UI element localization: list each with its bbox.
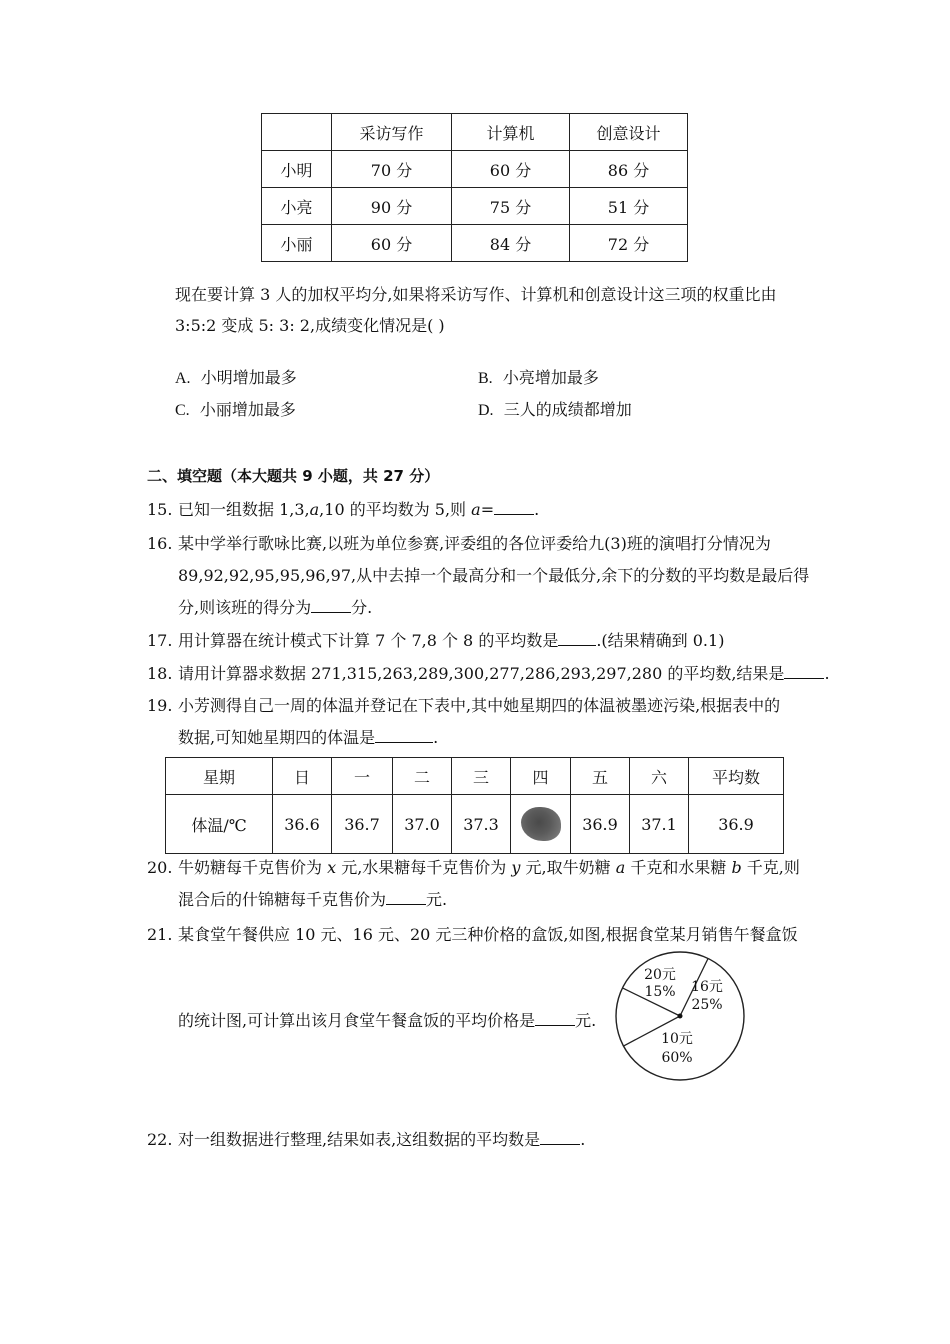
text-segment: .(结果精确到 0.1) — [596, 631, 725, 650]
q20-line2 — [178, 890, 447, 910]
table-cell: 采访写作 — [332, 114, 452, 151]
text-segment: . — [824, 664, 830, 683]
text-segment: 分,则该班的得分为 — [178, 598, 312, 617]
question-number: 15. — [147, 500, 173, 519]
slice-percent-10: 60% — [661, 1050, 693, 1066]
table-cell: 小丽 — [262, 225, 332, 262]
answer-blank[interactable] — [540, 1130, 580, 1145]
option-text: 小明增加最多 — [200, 368, 297, 387]
text-segment: 牛奶糖每千克售价为 — [178, 858, 328, 877]
text-segment: 已知一组数据 1,3, — [178, 500, 310, 519]
slice-label-20: 20元 — [644, 967, 676, 983]
table-cell: 36.7 — [332, 795, 393, 854]
text-segment: 混合后的什锦糖每千克售价为 — [178, 890, 387, 909]
table-cell: 70 分 — [332, 151, 452, 188]
text-segment: 对一组数据进行整理,结果如表,这组数据的平均数是 — [178, 1130, 541, 1149]
answer-blank[interactable] — [386, 890, 426, 905]
q16-line2: 89,92,92,95,95,96,97,从中去掉一个最高分和一个最低分,余下的分数的平均数是最后得 — [178, 566, 810, 585]
option-d[interactable] — [478, 400, 632, 421]
question-number: 16. — [147, 534, 173, 553]
slice-percent-16: 25% — [691, 997, 723, 1013]
q17-text — [178, 631, 724, 651]
question-number: 20. — [147, 858, 173, 877]
table-row — [262, 151, 688, 188]
table-cell: 51 分 — [570, 188, 688, 225]
table-cell: 六 — [630, 758, 689, 795]
text-segment: 千克和水果糖 — [625, 858, 732, 877]
table-cell: 84 分 — [452, 225, 570, 262]
table-cell: 创意设计 — [570, 114, 688, 151]
table-cell: 计算机 — [452, 114, 570, 151]
table-cell: 60 分 — [332, 225, 452, 262]
option-text: 小亮增加最多 — [502, 368, 599, 387]
option-letter: D. — [478, 402, 494, 419]
math-var: a — [615, 858, 626, 877]
table-cell: 36.6 — [273, 795, 332, 854]
ink-stain-cell — [511, 795, 571, 854]
q19-line1: 小芳测得自己一周的体温并登记在下表中,其中她星期四的体温被墨迹污染,根据表中的 — [178, 696, 781, 715]
q16-line3 — [178, 598, 372, 618]
math-var: b — [731, 858, 742, 877]
answer-blank[interactable] — [494, 500, 534, 515]
table-cell: 体温/℃ — [166, 795, 273, 854]
table-cell: 75 分 — [452, 188, 570, 225]
table-cell: 86 分 — [570, 151, 688, 188]
table-cell: 星期 — [166, 758, 273, 795]
table-cell: 小亮 — [262, 188, 332, 225]
answer-blank[interactable] — [784, 664, 824, 679]
text-segment: . — [580, 1130, 586, 1149]
table-cell: 二 — [393, 758, 452, 795]
option-b[interactable] — [478, 368, 599, 389]
section-heading: 二、填空题（本大题共 9 小题，共 27 分） — [147, 467, 440, 485]
q18-text — [178, 664, 830, 684]
table-cell — [262, 114, 332, 151]
table-cell: 37.1 — [630, 795, 689, 854]
table-row — [262, 225, 688, 262]
text-segment: 请用计算器求数据 271,315,263,289,300,277,286,293,297,280 的平均数,结果是 — [178, 664, 785, 683]
text-segment: . — [534, 500, 540, 519]
text-segment: 数据,可知她星期四的体温是 — [178, 728, 376, 747]
math-var: a — [309, 500, 320, 519]
text-segment: 元. — [426, 890, 448, 909]
text-segment: 千克,则 — [741, 858, 800, 877]
text-segment: 用计算器在统计模式下计算 7 个 7,8 个 8 的平均数是 — [178, 631, 559, 650]
text-segment: ,10 的平均数为 5,则 — [319, 500, 472, 519]
text-segment: . — [433, 728, 439, 747]
option-letter: B. — [478, 370, 493, 387]
question-number: 18. — [147, 664, 173, 683]
table-cell: 37.0 — [393, 795, 452, 854]
q22-text — [178, 1130, 585, 1150]
temperature-table — [165, 757, 784, 854]
slice-label-16: 16元 — [691, 979, 723, 995]
q20-line1 — [178, 858, 800, 878]
ink-stain-icon — [521, 807, 561, 841]
table-row — [262, 188, 688, 225]
temperature-table-header — [166, 758, 784, 795]
answer-blank[interactable] — [375, 728, 433, 743]
math-var: x — [327, 858, 337, 877]
text-segment: 分. — [351, 598, 373, 617]
text-segment: 元,取牛奶糖 — [520, 858, 616, 877]
table-cell: 37.3 — [452, 795, 511, 854]
math-var: y — [511, 858, 521, 877]
slice-percent-20: 15% — [644, 984, 676, 1000]
pie-center-dot — [678, 1014, 683, 1019]
option-letter: A. — [175, 370, 191, 387]
question-number: 19. — [147, 696, 173, 715]
option-c[interactable] — [175, 400, 296, 421]
score-table-header — [262, 114, 688, 151]
table-cell: 60 分 — [452, 151, 570, 188]
score-table — [261, 113, 688, 262]
question-number: 21. — [147, 925, 173, 944]
table-cell: 四 — [511, 758, 571, 795]
q14-line1: 现在要计算 3 人的加权平均分,如果将采访写作、计算机和创意设计这三项的权重比由 — [175, 285, 777, 304]
text-segment: 元. — [575, 1011, 597, 1030]
slice-label-10: 10元 — [661, 1031, 693, 1047]
question-number: 22. — [147, 1130, 173, 1149]
table-cell: 一 — [332, 758, 393, 795]
q15-text — [178, 500, 539, 520]
answer-blank[interactable] — [311, 598, 351, 613]
table-cell: 72 分 — [570, 225, 688, 262]
text-segment: 的统计图,可计算出该月食堂午餐盒饭的平均价格是 — [178, 1011, 536, 1030]
q21-line1: 某食堂午餐供应 10 元、16 元、20 元三种价格的盒饭,如图,根据食堂某月销售午餐盒饭 — [178, 925, 798, 944]
answer-blank[interactable] — [558, 631, 596, 646]
option-text: 三人的成绩都增加 — [503, 400, 632, 419]
table-row — [166, 795, 784, 854]
table-cell: 平均数 — [689, 758, 784, 795]
text-segment: = — [480, 500, 495, 519]
pie-chart — [612, 948, 748, 1084]
option-letter: C. — [175, 402, 190, 419]
table-cell: 日 — [273, 758, 332, 795]
q21-line2 — [178, 1011, 596, 1031]
answer-blank[interactable] — [535, 1011, 575, 1026]
option-text: 小丽增加最多 — [199, 400, 296, 419]
q19-line2 — [178, 728, 438, 748]
table-cell: 小明 — [262, 151, 332, 188]
text-segment: 元,水果糖每千克售价为 — [336, 858, 512, 877]
table-cell: 五 — [571, 758, 630, 795]
table-cell: 三 — [452, 758, 511, 795]
option-a[interactable] — [175, 368, 297, 389]
q14-line2: 3:5:2 变成 5: 3: 2,成绩变化情况是( ) — [175, 316, 445, 335]
table-cell: 90 分 — [332, 188, 452, 225]
table-cell: 36.9 — [571, 795, 630, 854]
math-var: a — [471, 500, 481, 519]
q16-line1: 某中学举行歌咏比赛,以班为单位参赛,评委组的各位评委给九(3)班的演唱打分情况为 — [178, 534, 771, 553]
table-cell: 36.9 — [689, 795, 784, 854]
question-number: 17. — [147, 631, 173, 650]
